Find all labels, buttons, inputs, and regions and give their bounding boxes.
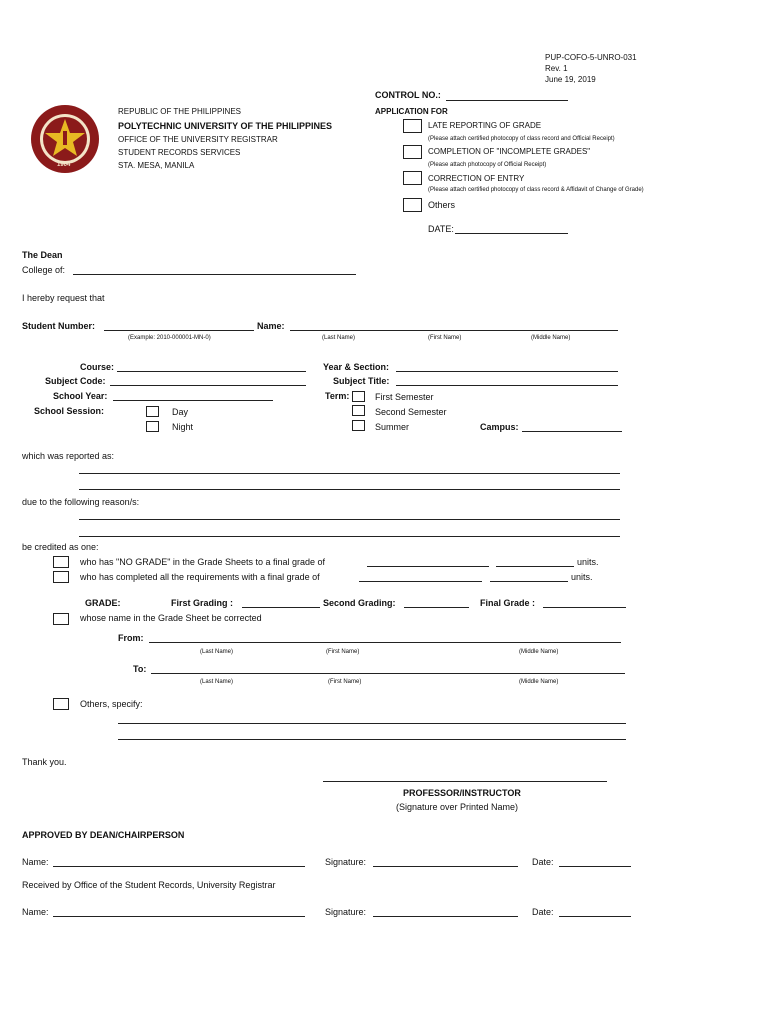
credited-label: be credited as one: bbox=[22, 542, 99, 552]
seal-year: 1904 bbox=[57, 162, 71, 168]
received-date-field[interactable] bbox=[559, 916, 631, 917]
to-middle-caption: (Middle Name) bbox=[519, 679, 559, 685]
grade-label: GRADE: bbox=[85, 598, 121, 608]
professor-role: PROFESSOR/INSTRUCTOR bbox=[403, 788, 521, 798]
date-label: DATE: bbox=[428, 224, 454, 234]
completion-checkbox[interactable] bbox=[403, 145, 422, 159]
approval-title: APPROVED BY DEAN/CHAIRPERSON bbox=[22, 830, 185, 840]
completion-note: (Please attach photocopy of Official Receipt) bbox=[428, 162, 547, 168]
received-name-label: Name: bbox=[22, 907, 49, 917]
second-grading-field[interactable] bbox=[404, 607, 469, 608]
completed-final-field[interactable] bbox=[359, 581, 482, 582]
no-grade-checkbox[interactable] bbox=[53, 556, 69, 568]
second-grading-label: Second Grading: bbox=[323, 598, 396, 608]
subject-code-field[interactable] bbox=[110, 385, 306, 386]
pup-seal-icon bbox=[30, 104, 100, 174]
professor-signature-line[interactable] bbox=[323, 781, 607, 782]
late-reporting-label: LATE REPORTING OF GRADE bbox=[428, 121, 542, 130]
summer-label: Summer bbox=[375, 422, 410, 432]
student-number-example: (Example: 2010-000001-MN-0) bbox=[128, 335, 211, 341]
others-specify-line-2[interactable] bbox=[118, 739, 626, 740]
last-name-caption: (Last Name) bbox=[322, 335, 356, 341]
received-signature-label: Signature: bbox=[325, 907, 367, 917]
subject-code-label: Subject Code: bbox=[45, 376, 106, 386]
to-first-caption: (First Name) bbox=[328, 679, 362, 685]
reasons-line-1[interactable] bbox=[79, 519, 620, 520]
to-last-caption: (Last Name) bbox=[200, 679, 234, 685]
first-grading-field[interactable] bbox=[242, 607, 320, 608]
day-label: Day bbox=[172, 407, 189, 417]
year-section-label: Year & Section: bbox=[323, 362, 390, 372]
thank-you: Thank you. bbox=[22, 757, 67, 767]
to-label: To: bbox=[133, 664, 147, 674]
completed-text: who has completed all the requirements with a final grade of bbox=[80, 572, 320, 582]
date-field[interactable] bbox=[455, 233, 568, 234]
form-date: June 19, 2019 bbox=[545, 75, 596, 84]
reported-as-line-1[interactable] bbox=[79, 473, 620, 474]
reported-as-line-2[interactable] bbox=[79, 489, 620, 490]
correction-note: (Please attach certified photocopy of class record & Affidavit of Change of Grade) bbox=[428, 187, 644, 193]
student-number-field[interactable] bbox=[104, 330, 254, 331]
late-reporting-checkbox[interactable] bbox=[403, 119, 422, 133]
completion-label: COMPLETION OF "INCOMPLETE GRADES" bbox=[428, 147, 591, 156]
service-name: STUDENT RECORDS SERVICES bbox=[118, 148, 241, 157]
request-text: I hereby request that bbox=[22, 293, 105, 303]
final-grade-field[interactable] bbox=[543, 607, 626, 608]
control-no-field[interactable] bbox=[446, 100, 568, 101]
from-last-caption: (Last Name) bbox=[200, 649, 234, 655]
received-text: Received by Office of the Student Records, University Registrar bbox=[22, 880, 276, 890]
reported-as-label: which was reported as: bbox=[22, 451, 115, 461]
course-label: Course: bbox=[80, 362, 115, 372]
received-date-label: Date: bbox=[532, 907, 554, 917]
night-checkbox[interactable] bbox=[146, 421, 159, 432]
completed-units-field[interactable] bbox=[490, 581, 568, 582]
correction-checkbox[interactable] bbox=[403, 171, 422, 185]
no-grade-final-field[interactable] bbox=[367, 566, 489, 567]
late-reporting-note: (Please attach certified photocopy of class record and Official Receipt) bbox=[428, 136, 615, 142]
year-section-field[interactable] bbox=[396, 371, 618, 372]
correction-label: CORRECTION OF ENTRY bbox=[428, 174, 525, 183]
to-field[interactable] bbox=[151, 673, 625, 674]
received-signature-field[interactable] bbox=[373, 916, 518, 917]
from-first-caption: (First Name) bbox=[326, 649, 360, 655]
form-code: PUP-COFO-5-UNRO-031 bbox=[545, 53, 637, 62]
control-no-label: CONTROL NO.: bbox=[375, 90, 441, 100]
others-specify-checkbox[interactable] bbox=[53, 698, 69, 710]
first-grading-label: First Grading : bbox=[171, 598, 234, 608]
name-corrected-checkbox[interactable] bbox=[53, 613, 69, 625]
the-dean: The Dean bbox=[22, 250, 63, 260]
address: STA. MESA, MANILA bbox=[118, 161, 195, 170]
office-name: OFFICE OF THE UNIVERSITY REGISTRAR bbox=[118, 135, 278, 144]
second-semester-label: Second Semester bbox=[375, 407, 447, 417]
others-checkbox[interactable] bbox=[403, 198, 422, 212]
completed-checkbox[interactable] bbox=[53, 571, 69, 583]
summer-checkbox[interactable] bbox=[352, 420, 365, 431]
first-semester-checkbox[interactable] bbox=[352, 391, 365, 402]
units-label-1: units. bbox=[577, 557, 599, 567]
final-grade-label: Final Grade : bbox=[480, 598, 536, 608]
approval-name-label: Name: bbox=[22, 857, 49, 867]
republic-label: REPUBLIC OF THE PHILIPPINES bbox=[118, 107, 241, 116]
school-year-field[interactable] bbox=[113, 400, 273, 401]
reasons-label: due to the following reason/s: bbox=[22, 497, 140, 507]
campus-field[interactable] bbox=[522, 431, 622, 432]
student-number-label: Student Number: bbox=[22, 321, 95, 331]
student-name-field[interactable] bbox=[290, 330, 618, 331]
course-field[interactable] bbox=[117, 371, 306, 372]
application-for-label: APPLICATION FOR bbox=[375, 107, 448, 116]
approval-name-field[interactable] bbox=[53, 866, 305, 867]
school-session-label: School Session: bbox=[34, 406, 105, 416]
first-semester-label: First Semester bbox=[375, 392, 434, 402]
approval-date-field[interactable] bbox=[559, 866, 631, 867]
first-name-caption: (First Name) bbox=[428, 335, 462, 341]
units-label-2: units. bbox=[571, 572, 593, 582]
no-grade-text: who has "NO GRADE" in the Grade Sheets to a final grade of bbox=[80, 557, 326, 567]
university-name: POLYTECHNIC UNIVERSITY OF THE PHILIPPINES bbox=[118, 121, 333, 131]
approval-signature-field[interactable] bbox=[373, 866, 518, 867]
name-label: Name: bbox=[257, 321, 285, 331]
others-label: Others bbox=[428, 200, 456, 210]
term-label: Term: bbox=[325, 391, 350, 401]
approval-date-label: Date: bbox=[532, 857, 554, 867]
subject-title-field[interactable] bbox=[396, 385, 618, 386]
signature-caption: (Signature over Printed Name) bbox=[396, 802, 519, 812]
revision: Rev. 1 bbox=[545, 64, 568, 73]
from-field[interactable] bbox=[149, 642, 621, 643]
campus-label: Campus: bbox=[480, 422, 519, 432]
received-name-field[interactable] bbox=[53, 916, 305, 917]
others-specify-line-1[interactable] bbox=[118, 723, 626, 724]
middle-name-caption: (Middle Name) bbox=[531, 335, 571, 341]
college-label: College of: bbox=[22, 265, 66, 275]
day-checkbox[interactable] bbox=[146, 406, 159, 417]
subject-title-label: Subject Title: bbox=[333, 376, 390, 386]
no-grade-units-field[interactable] bbox=[496, 566, 574, 567]
from-middle-caption: (Middle Name) bbox=[519, 649, 559, 655]
name-corrected-text: whose name in the Grade Sheet be corrected bbox=[80, 613, 262, 623]
school-year-label: School Year: bbox=[53, 391, 108, 401]
from-label: From: bbox=[118, 633, 144, 643]
night-label: Night bbox=[172, 422, 194, 432]
second-semester-checkbox[interactable] bbox=[352, 405, 365, 416]
college-field[interactable] bbox=[73, 274, 356, 275]
others-specify-label: Others, specify: bbox=[80, 699, 143, 709]
approval-signature-label: Signature: bbox=[325, 857, 367, 867]
reasons-line-2[interactable] bbox=[79, 536, 620, 537]
